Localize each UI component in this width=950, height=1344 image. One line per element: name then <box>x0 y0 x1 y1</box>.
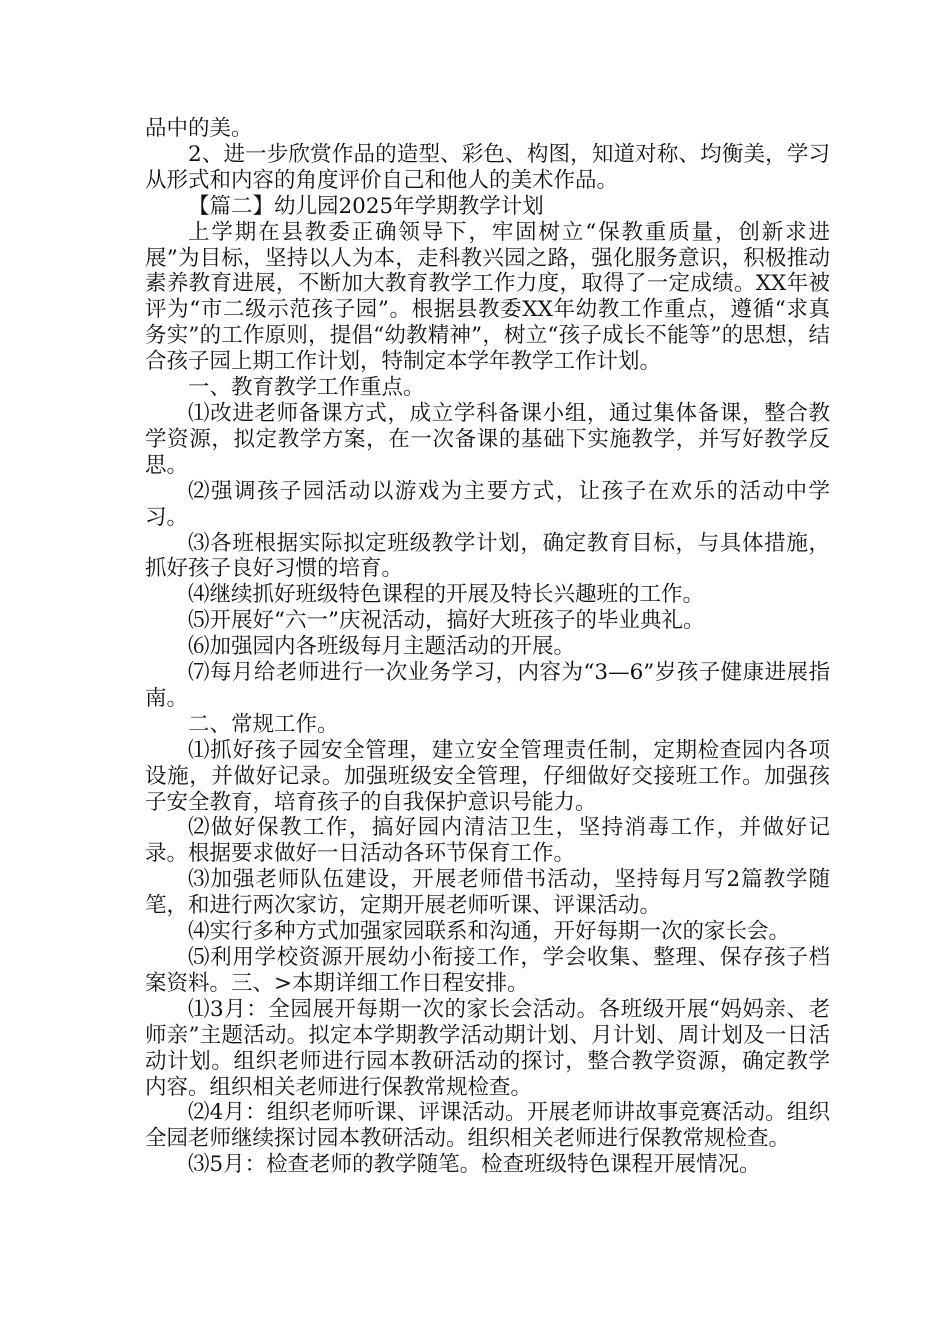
heading-routine-work: 二、常规工作。 <box>188 711 339 737</box>
paragraph-continuation: 品中的美。 <box>145 116 253 141</box>
list-item: ⑴改进老师备课方式，成立学科备课小组，通过集体备课，整合教学资源，拟定教学方案，在一次备课的基础下实施教学，并写好教学反思。 <box>145 400 830 478</box>
list-item: ⑶5月：检查老师的教学随笔。检查班级特色课程开展情况。 <box>188 1152 761 1178</box>
list-item: ⑴3月：全园展开每期一次的家长会活动。各班级开展“妈妈亲、老师亲”主题活动。拟定本学期教学活动期计划、月计划、周计划及一日活动计划。组织老师进行园本教研活动的探讨，整合教学资源，确定教学内容。组织相关老师进行保教常规检查。 <box>145 996 830 1100</box>
list-item: ⑹加强园内各班级每月主题活动的开展。 <box>188 634 576 660</box>
list-item: ⑶各班根据实际拟定班级教学计划，确定教育目标，与具体措施，抓好孩子良好习惯的培育。 <box>145 530 830 582</box>
list-item: ⑸开展好“六一”庆祝活动，搞好大班孩子的毕业典礼。 <box>188 608 705 634</box>
list-item: ⑷实行多种方式加强家园联系和沟通，开好每期一次的家长会。 <box>188 919 791 945</box>
list-item: ⑷继续抓好班级特色课程的开展及特长兴趣班的工作。 <box>188 582 705 608</box>
paragraph-art-goal: 2、进一步欣赏作品的造型、彩色、构图，知道对称、均衡美，学习从形式和内容的角度评价自己和他人的美术作品。 <box>145 141 830 193</box>
heading-teaching-focus: 一、教育教学工作重点。 <box>188 375 425 401</box>
list-item: ⑵4月：组织老师听课、评课活动。开展老师讲故事竞赛活动。组织全园老师继续探讨园本教研活动。组织相关老师进行保教常规检查。 <box>145 1100 830 1152</box>
paragraph-intro: 上学期在县教委正确领导下，牢固树立“保教重质量，创新求进展”为目标，坚持以人为本，走科教兴园之路，强化服务意识，积极推动素养教育进展，不断加大教育教学工作力度，取得了一定成绩。XX年被评为“市二级示范孩子园”。根据县教委XX年幼教工作重点，遵循“求真务实”的工作原则，提倡“幼教精神”，树立“孩子成长不能等”的思想，结合孩子园上期工作计划，特制定本学年教学工作计划。 <box>145 219 830 375</box>
section-title: 【篇二】幼儿园2025年学期教学计划 <box>188 193 544 219</box>
list-item: ⑺每月给老师进行一次业务学习，内容为“3—6”岁孩子健康进展指南。 <box>145 660 830 711</box>
list-item: ⑴抓好孩子园安全管理，建立安全管理责任制，定期检查园内各项设施，并做好记录。加强班级安全管理，仔细做好交接班工作。加强孩子安全教育，培育孩子的自我保护意识号能力。 <box>145 737 830 815</box>
list-item: ⑵强调孩子园活动以游戏为主要方式，让孩子在欢乐的活动中学习。 <box>145 478 830 530</box>
list-item: ⑵做好保教工作，搞好园内清洁卫生，坚持消毒工作，并做好记录。根据要求做好一日活动各环节保育工作。 <box>145 815 830 867</box>
list-item: ⑶加强老师队伍建设，开展老师借书活动，坚持每月写2篇教学随笔，和进行两次家访，定期开展老师听课、评课活动。 <box>145 867 830 919</box>
list-item: ⑸利用学校资源开展幼小衔接工作，学会收集、整理、保存孩子档案资料。三、>本期详细工作日程安排。 <box>145 945 830 996</box>
